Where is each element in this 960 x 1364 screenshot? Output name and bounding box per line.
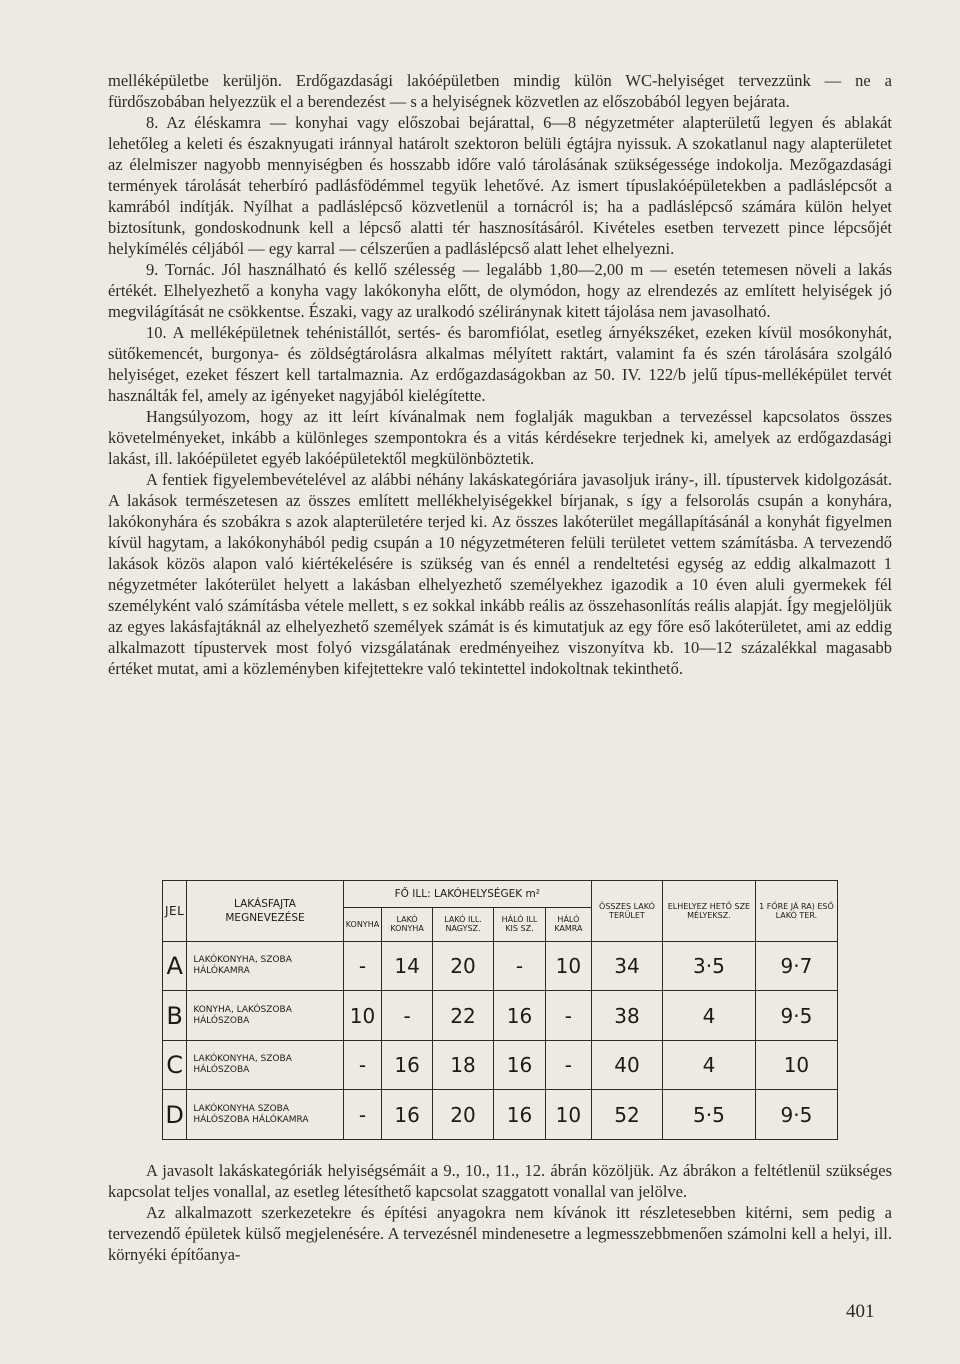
paragraph: Az alkalmazott szerkezetekre és építési anyagokra nem kívánok itt részletesebben kitérni, sem pedig a tervezendő épületek külső megjelenésére. A tervezésnél mindenesetre a legmesszebbmenően számolni kell a helyi, ill. környéki építőanya- (108, 1203, 892, 1264)
cell: 22 (433, 991, 494, 1041)
cell: 10 (545, 941, 591, 991)
row-description: LAKÓKONYHA, SZOBA HÁLÓSZOBA (187, 1040, 343, 1090)
data-table (162, 880, 838, 1140)
cell: - (343, 941, 381, 991)
cell: 9·5 (755, 1090, 837, 1140)
sub-header-lakokonyha: LAKÓ KONYHA (382, 908, 433, 942)
row-symbol: D (163, 1090, 187, 1140)
paragraph: melléképületbe kerüljön. Erdőgazdasági lakóépületben mindig külön WC-helyiséget tervezzünk — ne a fürdőszobában helyezzük el a berendezést — s a helyiségnek közvetlen az előszobából legyen bejárata. (108, 71, 892, 111)
cell: 40 (591, 1040, 662, 1090)
cell: 18 (433, 1040, 494, 1090)
body-text-bottom (108, 1160, 892, 1265)
col-header-name (187, 881, 343, 942)
row-description: LAKÓKONYHA SZOBA HÁLÓSZOBA HÁLÓKAMRA (187, 1090, 343, 1140)
paragraph: A fentiek figyelembevételével az alábbi néhány lakáskategóriára javasoljuk irány-, ill. típustervek kidolgozását. A lakások természetesen az összes említett mellékhelyiségekkel bírjanak, s így a felsorolás csupán a konyhára, lakókonyhára és szobákra s azok alapterületére terjed ki. Az összes lakóterület megállapításánál a konyhát figyelmen kívül hagytam, a lakókonyhából pedig csupán a 10 négyzetméteren felüli területet vettem számításba. A tervezendő lakások közös alapon való kiértékelésére is szükség van és ennél a rendeltetési egység az eddig alkalmazott 1 négyzetméter lakóterület helyett a lakásban elhelyezhető személyekhez igazodik a 10 éven aluli gyermekek fél személyként való számításba vétele mellett, s ez sokkal inkább reális az összehasonlítás reális alapját. Így megjelöljük az egyes lakásfajtáknál az elhelyezhető személyek számát is és kimutatjuk az egy főre eső lakóterületet, ami az eddig alkalmazott típustervek most folyó vizsgálatának eredményeihez viszonyítva kb. 10—12 százalékkal magasabb értéket mutat, ami a közleményben kifejtettekre való tekintettel indokoltnak tekinthető. (108, 470, 892, 678)
col-header-name-line2: MEGNEVEZÉSE (225, 911, 305, 924)
cell: 16 (494, 991, 546, 1041)
row-symbol: A (163, 941, 187, 991)
table-row (163, 1040, 838, 1090)
cell: 14 (382, 941, 433, 991)
group-header-rooms: FŐ ILL: LAKÓHELYSÉGEK m² (343, 881, 591, 908)
cell: 16 (382, 1040, 433, 1090)
row-symbol: C (163, 1040, 187, 1090)
col-header-elhelyezheto: ELHELYEZ HETŐ SZE MÉLYEKSZ. (663, 881, 756, 942)
cell: 38 (591, 991, 662, 1041)
cell: 3·5 (663, 941, 756, 991)
cell: 9·5 (755, 991, 837, 1041)
body-text-top (108, 70, 892, 679)
col-header-osszes: ÖSSZES LAKÓ TERÜLET (591, 881, 662, 942)
cell: - (545, 991, 591, 1041)
row-description: LAKÓKONYHA, SZOBA HÁLÓKAMRA (187, 941, 343, 991)
cell: 20 (433, 1090, 494, 1140)
row-description: KONYHA, LAKÓSZOBA HÁLÓSZOBA (187, 991, 343, 1041)
table-row (163, 1090, 838, 1140)
cell: 10 (755, 1040, 837, 1090)
cell: - (382, 991, 433, 1041)
cell: - (494, 941, 546, 991)
paragraph-melleképulet: 10. A melléképületnek tehénistállót, sertés- és baromfiólat, esetleg árnyékszéket, ezeken kívül mosókonyhát, sütőkemencét, burgonya- és zöldségtárolásra alkalmas mélyített raktárt, valamint fa és szén tárolására szolgáló helyiséget, ezeket fészert kell tartalmaznia. Az erdőgazdaságokban az 50. IV. 122/b jelű típus-melléképület tervét használták fel, amely az igényeket nagyjából kielégítette. (108, 323, 892, 405)
paragraph: Hangsúlyozom, hogy az itt leírt kívánalmak nem foglalják magukban a tervezéssel kapcsolatos összes követelményeket, inkább a különleges szempontokra és a vitás kérdésekre terjednek ki, amelyek az erdőgazdasági lakást, ill. lakóépületet egyéb lakóépületektől megkülönböztetik. (108, 407, 892, 468)
apartment-category-table (162, 880, 838, 1140)
paragraph: A javasolt lakáskategóriák helyiségsémáit a 9., 10., 11., 12. ábrán közöljük. Az ábrákon a feltétlenül szükséges kapcsolat teljes vonallal, az esetleg létesíthető kapcsolat szaggatott vonallal van jelölve. (108, 1161, 892, 1201)
cell: 4 (663, 991, 756, 1041)
page-number: 401 (846, 1301, 875, 1322)
col-header-fore-eso: 1 FŐRE JÁ RA) ESŐ LAKÓ TER. (755, 881, 837, 942)
sub-header-halokamra: HÁLÓ KAMRA (545, 908, 591, 942)
cell: 16 (382, 1090, 433, 1140)
paragraph-eleskamra: 8. Az éléskamra — konyhai vagy előszobai bejárattal, 6—8 négyzetméter alapterületű legyen és ablakát lehetőleg a keleti és északnyugati iránnyal határolt szektoron belüli égtájra nyissuk. A szokatlanul nagy alapterületet az élelmiszer nagyobb mennyiségben és hosszabb időre való tárolásának szükségessége indokolja. Mezőgazdasági termények tárolását teherbíró padlásfödémmel tegyük lehetővé. Az ismert típuslakóépületekben a padláslépcsőt a kamrából indítják. Nyílhat a padláslépcső közvetlenül a tornácról is; ha a padláslépcső számára külön helyet biztosítunk, gondoskodnunk kell a lépcső alatti tér hasznosításáról. Kivételes esetben tervezett pince lépcsőjét helykímélés céljából — egy karral — célszerűen a padláslépcső alatt lehet elhelyezni. (108, 113, 892, 258)
cell: 20 (433, 941, 494, 991)
cell: - (343, 1040, 381, 1090)
sub-header-nagyszoba: LAKÓ ILL. NAGYSZ. (433, 908, 494, 942)
table-row (163, 941, 838, 991)
cell: 34 (591, 941, 662, 991)
paragraph-tornac: 9. Tornác. Jól használható és kellő szélesség — legalább 1,80—2,00 m — esetén tetemesen növeli a lakás értékét. Elhelyezhető a konyha vagy lakókonyha előtt, de olymódon, hogy az elrendezés az említett helyiségek jó megvilágítását ne csökkentse. Északi, vagy az uralkodó széliránynak kitett tájolása nem javasolható. (108, 260, 892, 321)
col-header-name-line1: LAKÁSFAJTA (234, 897, 296, 910)
cell: 4 (663, 1040, 756, 1090)
cell: 10 (343, 991, 381, 1041)
cell: 16 (494, 1090, 546, 1140)
sub-header-konyha: KONYHA (343, 908, 381, 942)
cell: 10 (545, 1090, 591, 1140)
cell: 5·5 (663, 1090, 756, 1140)
cell: 16 (494, 1040, 546, 1090)
col-header-jel: JEL (163, 881, 187, 942)
sub-header-kisszoba: HÁLÓ ILL KIS SZ. (494, 908, 546, 942)
cell: - (343, 1090, 381, 1140)
cell: 52 (591, 1090, 662, 1140)
row-symbol: B (163, 991, 187, 1041)
cell: - (545, 1040, 591, 1090)
cell: 9·7 (755, 941, 837, 991)
table-row (163, 991, 838, 1041)
